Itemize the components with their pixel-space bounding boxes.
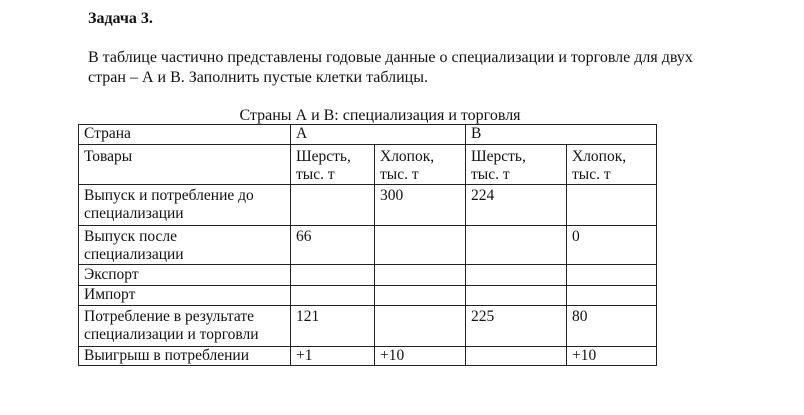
cell-a-wool — [291, 226, 375, 265]
cell-a-cotton — [375, 347, 466, 366]
cell-b-cotton — [567, 226, 657, 265]
table-row — [79, 306, 657, 347]
cell-b-wool — [466, 265, 567, 286]
b-wool-header — [466, 145, 567, 185]
row-label — [79, 265, 291, 286]
table-row — [79, 347, 657, 366]
a-wool-header-line-2: тыс. т — [296, 166, 335, 183]
a-cotton-header — [375, 145, 466, 185]
task-description-line-1: В таблице частично представлены годовые данные о специализации и торговле для двух — [88, 49, 693, 66]
cell-value: +10 — [380, 347, 405, 364]
table-row — [79, 286, 657, 306]
cell-a-wool — [291, 265, 375, 286]
cell-b-wool — [466, 286, 567, 306]
task-description-line-2: стран – А и В. Заполнить пустые клетки таблицы. — [88, 69, 428, 86]
country-b-cell: В — [466, 125, 657, 145]
row-label-line-1: Выигрыш в потреблении — [84, 347, 250, 364]
row-label-line-1: Выпуск после — [84, 228, 178, 245]
table-row — [79, 265, 657, 286]
goods-label: Товары — [84, 148, 133, 165]
b-wool-header-line-1: Шерсть, — [471, 148, 526, 165]
row-label — [79, 185, 291, 226]
b-cotton-header-line-1: Хлопок, — [572, 148, 627, 165]
row-label-line-2: специализации и торговли — [84, 326, 259, 343]
cell-a-cotton — [375, 226, 466, 265]
b-cotton-header-line-2: тыс. т — [572, 166, 611, 183]
row-label-line-1: Импорт — [84, 286, 136, 303]
row-label — [79, 306, 291, 347]
task-title: Задача 3. — [88, 10, 153, 27]
goods-label-cell — [79, 145, 291, 185]
country-header-row — [79, 125, 657, 145]
row-label — [79, 226, 291, 265]
cell-b-cotton — [567, 265, 657, 286]
cell-a-wool — [291, 347, 375, 366]
table-row — [79, 226, 657, 265]
a-wool-header-line-1: Шерсть, — [296, 148, 351, 165]
table-row — [79, 185, 657, 226]
country-label-cell: Страна — [79, 125, 291, 145]
goods-header-row — [79, 145, 657, 185]
cell-value: +1 — [296, 347, 313, 364]
cell-value — [572, 185, 656, 187]
row-label-line-2: специализации — [84, 205, 184, 222]
table-caption: Страны А и В: специализация и торговля — [239, 107, 521, 124]
cell-value: 300 — [380, 187, 404, 204]
cell-b-cotton — [567, 185, 657, 226]
cell-value: 66 — [296, 228, 312, 245]
row-label-line-2: специализации — [84, 246, 184, 263]
cell-value — [380, 226, 465, 228]
cell-value: 0 — [572, 228, 580, 245]
cell-a-cotton — [375, 185, 466, 226]
cell-b-cotton — [567, 306, 657, 347]
cell-a-wool — [291, 185, 375, 226]
cell-b-wool — [466, 185, 567, 226]
row-label — [79, 347, 291, 366]
row-label-line-1: Выпуск и потребление до — [84, 187, 254, 204]
b-cotton-header — [567, 145, 657, 185]
country-a-cell: А — [291, 125, 466, 145]
a-cotton-header-line-1: Хлопок, — [380, 148, 435, 165]
cell-b-cotton — [567, 286, 657, 306]
cell-value: +10 — [572, 347, 597, 364]
cell-b-wool — [466, 226, 567, 265]
cell-value: 80 — [572, 308, 588, 325]
a-wool-header — [291, 145, 375, 185]
task-description — [88, 48, 748, 88]
cell-value — [296, 185, 374, 187]
cell-b-wool — [466, 347, 567, 366]
row-label — [79, 286, 291, 306]
specialization-trade-table — [78, 124, 657, 366]
cell-a-cotton — [375, 306, 466, 347]
cell-value — [380, 306, 465, 308]
cell-b-wool — [466, 306, 567, 347]
row-label-line-1: Потребление в результате — [84, 308, 254, 325]
cell-value: 121 — [296, 308, 320, 325]
cell-a-cotton — [375, 265, 466, 286]
cell-a-wool — [291, 306, 375, 347]
cell-value: 225 — [471, 308, 495, 325]
a-cotton-header-line-2: тыс. т — [380, 166, 419, 183]
cell-a-cotton — [375, 286, 466, 306]
row-label-line-1: Экспорт — [84, 266, 139, 283]
b-wool-header-line-2: тыс. т — [471, 166, 510, 183]
cell-a-wool — [291, 286, 375, 306]
cell-b-cotton — [567, 347, 657, 366]
cell-value: 224 — [471, 187, 495, 204]
cell-value — [471, 226, 566, 228]
